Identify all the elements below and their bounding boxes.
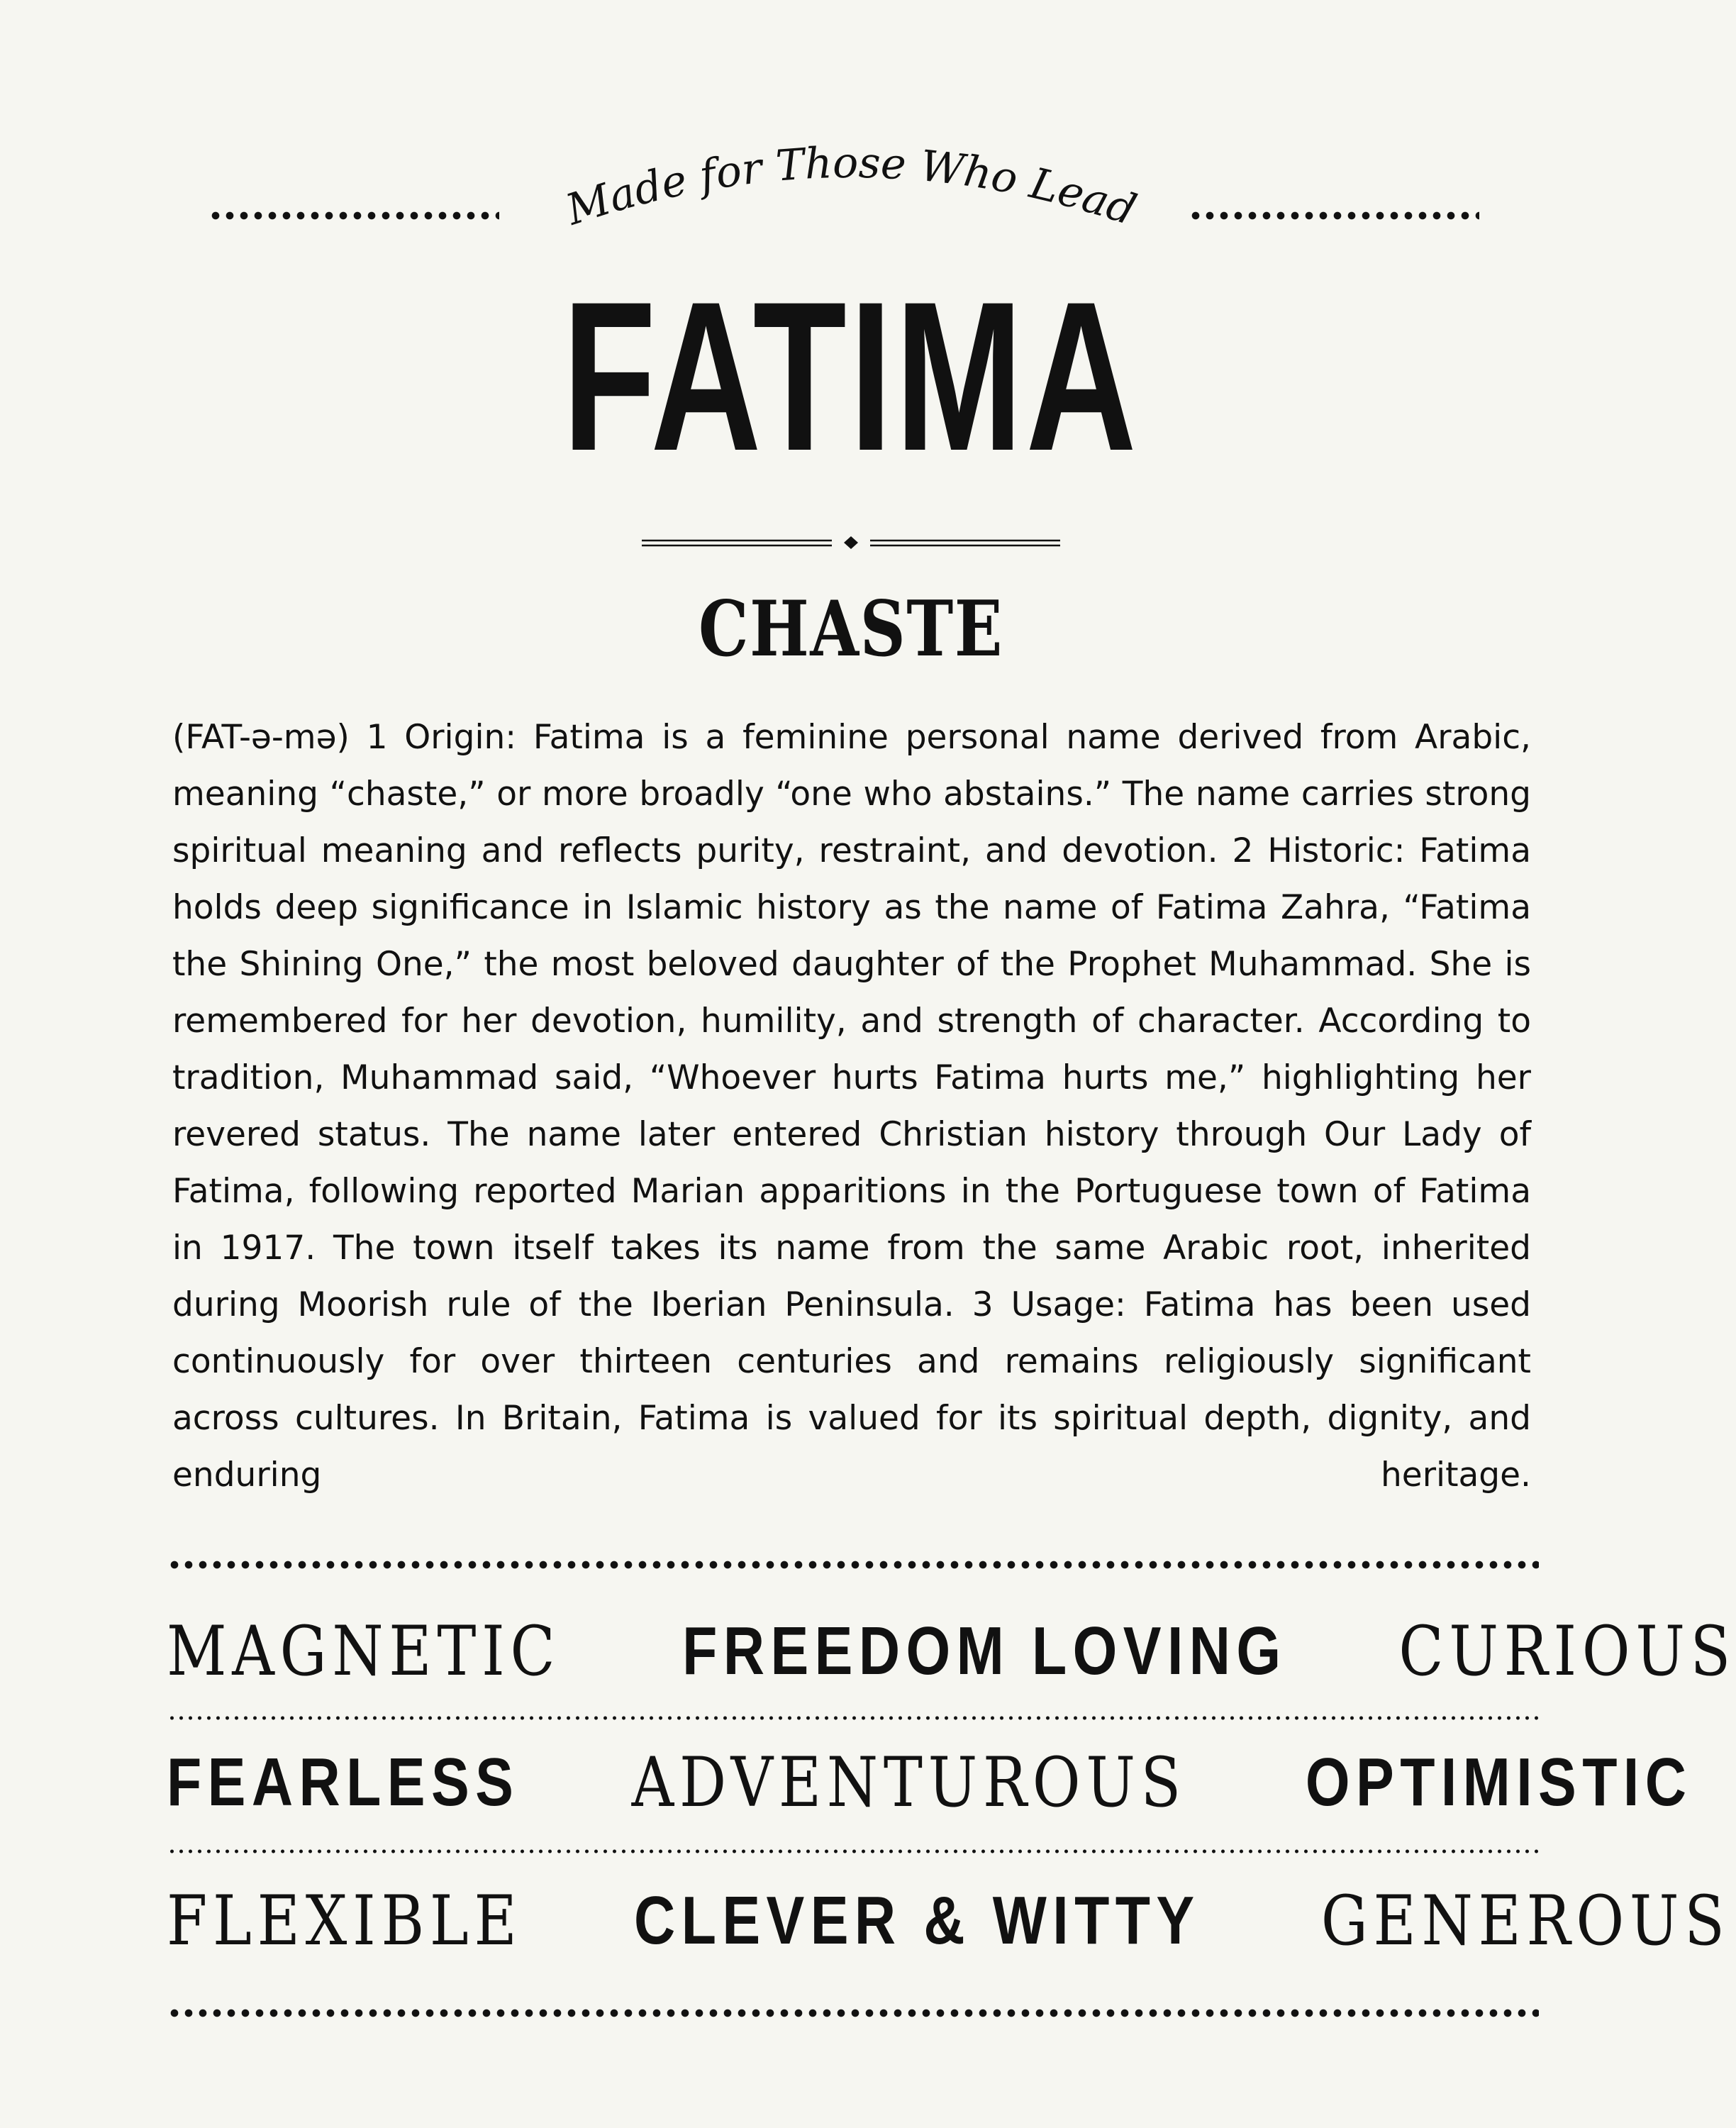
trait-item: GENEROUS — [1320, 1881, 1730, 1961]
diamond-icon — [844, 536, 858, 549]
ornament-divider — [642, 533, 1060, 552]
trait-item: CLEVER & WITTY — [634, 1883, 1201, 1958]
trait-separator-1 — [167, 1715, 1539, 1721]
top-left-dot-rule — [208, 210, 499, 221]
traits-bottom-dot-rule — [167, 2007, 1539, 2019]
top-right-dot-rule — [1189, 210, 1479, 221]
trait-separator-2 — [167, 1849, 1539, 1854]
trait-item: FEARLESS — [167, 1744, 520, 1820]
trait-row-3 — [167, 1878, 1730, 1963]
tagline — [553, 121, 1149, 234]
trait-item: OPTIMISTIC — [1305, 1744, 1692, 1820]
tagline-text: Made for Those Who Lead — [560, 138, 1142, 235]
trait-item: CURIOUS — [1398, 1612, 1736, 1691]
name-description: (FAT-ə-mə) 1 Origin: Fatima is a feminine personal name derived from Arabic, meaning “chaste,” or more broadly “one who abstains.” The name carries strong spiritual meaning and reflects purity, restraint, and devotion. 2 Historic: Fatima holds deep significance in Islamic history as the name of Fatima Zahra, “Fatima the Shining One,” the most beloved daughter of the Prophet Muhammad. She is remembered for her devotion, humility, and strength of character. According to tradition, Muhammad said, “Whoever hurts Fatima hurts me,” highlighting her revered status. The name later entered Christian history through Our Lady of Fatima, following reported Marian apparitions in the Portuguese town of Fatima in 1917. The town itself takes its name from the same Arabic root, inherited during Moorish rule of the Iberian Peninsula. 3 Usage: Fatima has been used continuously for over thirteen centuries and remains religiously significant across cultures. In Britain, Fatima is valued for its spiritual depth, dignity, and enduring heritage. — [172, 718, 1531, 1495]
trait-item: ADVENTUROUS — [631, 1743, 1186, 1822]
trait-item: MAGNETIC — [167, 1612, 561, 1691]
trait-item: FLEXIBLE — [167, 1881, 523, 1961]
tagline-arc — [553, 121, 1149, 234]
traits-top-dot-rule — [167, 1559, 1539, 1570]
trait-row-2 — [167, 1740, 1692, 1825]
trait-item: FREEDOM LOVING — [681, 1613, 1287, 1689]
name-title: FATIMA — [562, 257, 1140, 495]
name-meaning: CHASTE — [698, 584, 1004, 674]
trait-row-1 — [167, 1609, 1736, 1694]
